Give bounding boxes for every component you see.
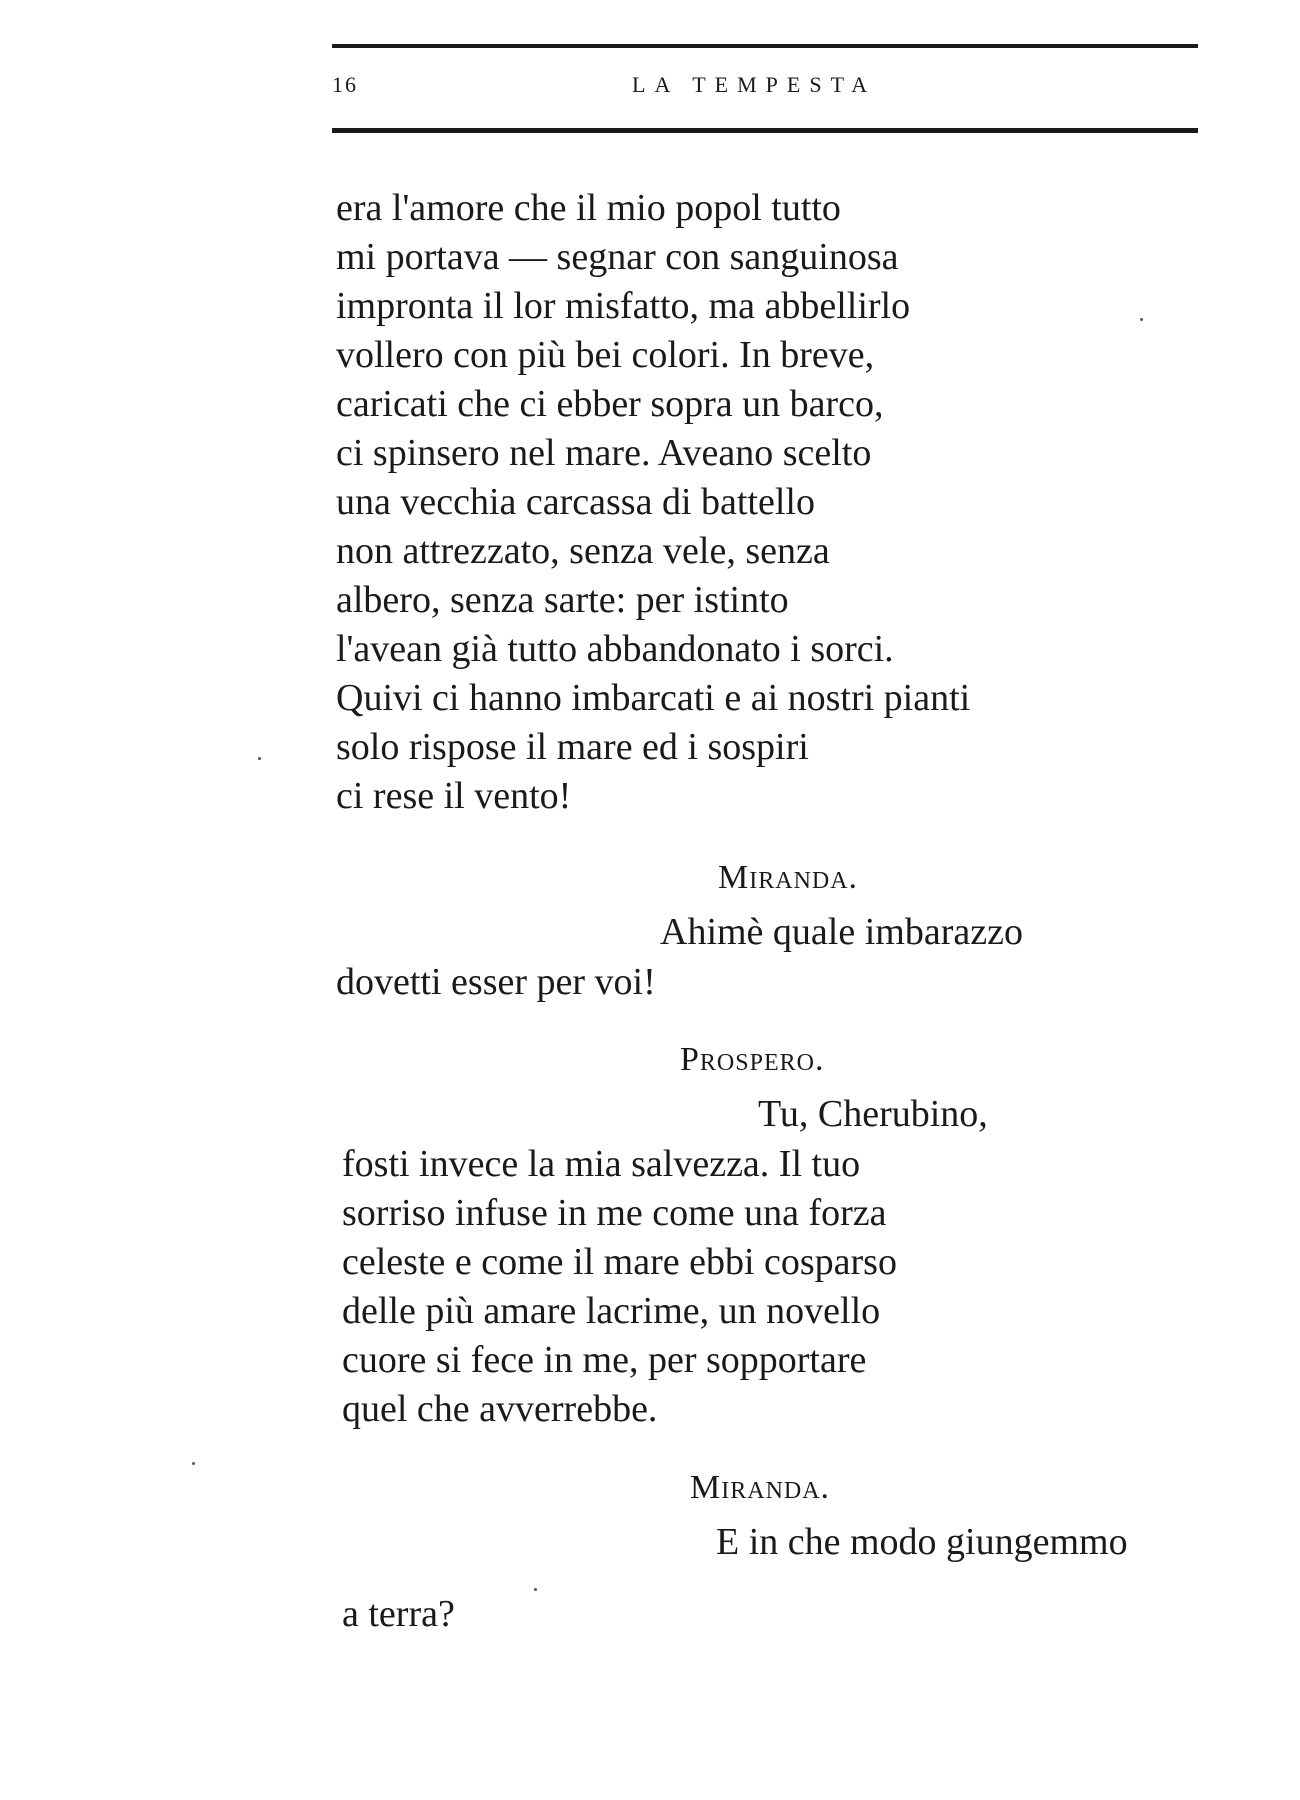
verse-line: sorriso infuse in me come una forza <box>342 1192 887 1234</box>
verse-line: ci rese il vento! <box>336 775 572 817</box>
page-number: 16 <box>332 72 358 97</box>
running-title: LA TEMPESTA <box>632 72 877 97</box>
verse-line: l'avean già tutto abbandonato i sorci. <box>336 628 894 670</box>
verse-line: quel che avverrebbe. <box>342 1388 658 1430</box>
speaker-name-miranda: Miranda. <box>690 1469 831 1506</box>
verse-line: albero, senza sarte: per istinto <box>336 579 789 621</box>
verse-line: Quivi ci hanno imbarcati e ai nostri pianti <box>336 677 971 719</box>
header-rule-bottom <box>332 128 1198 133</box>
verse-line: solo rispose il mare ed i sospiri <box>336 726 809 768</box>
paper-speck <box>534 1588 537 1591</box>
speaker-name-prospero: Prospero. <box>680 1041 825 1078</box>
verse-line: Tu, Cherubino, <box>758 1093 988 1135</box>
verse-line: Ahimè quale imbarazzo <box>660 911 1023 953</box>
verse-line: E in che modo giungemmo <box>716 1521 1128 1563</box>
verse-line: non attrezzato, senza vele, senza <box>336 530 830 572</box>
verse-line: a terra? <box>342 1593 455 1635</box>
speaker-name-miranda: Miranda. <box>718 859 859 896</box>
verse-line: caricati che ci ebber sopra un barco, <box>336 383 884 425</box>
verse-line: ci spinsero nel mare. Aveano scelto <box>336 432 872 474</box>
verse-line: cuore si fece in me, per sopportare <box>342 1339 867 1381</box>
verse-line: delle più amare lacrime, un novello <box>342 1290 881 1332</box>
verse-line: celeste e come il mare ebbi cosparso <box>342 1241 897 1283</box>
paper-speck <box>192 1462 195 1465</box>
header-rule-top <box>332 44 1198 48</box>
verse-line: impronta il lor misfatto, ma abbellirlo <box>336 285 911 327</box>
verse-line: mi portava — segnar con sanguinosa <box>336 236 899 278</box>
verse-line: era l'amore che il mio popol tutto <box>336 187 841 229</box>
paper-speck <box>1140 318 1143 321</box>
verse-line: fosti invece la mia salvezza. Il tuo <box>342 1143 861 1185</box>
verse-line: dovetti esser per voi! <box>336 961 656 1003</box>
verse-line: vollero con più bei colori. In breve, <box>336 334 875 376</box>
paper-speck <box>258 757 261 760</box>
verse-line: una vecchia carcassa di battello <box>336 481 815 523</box>
